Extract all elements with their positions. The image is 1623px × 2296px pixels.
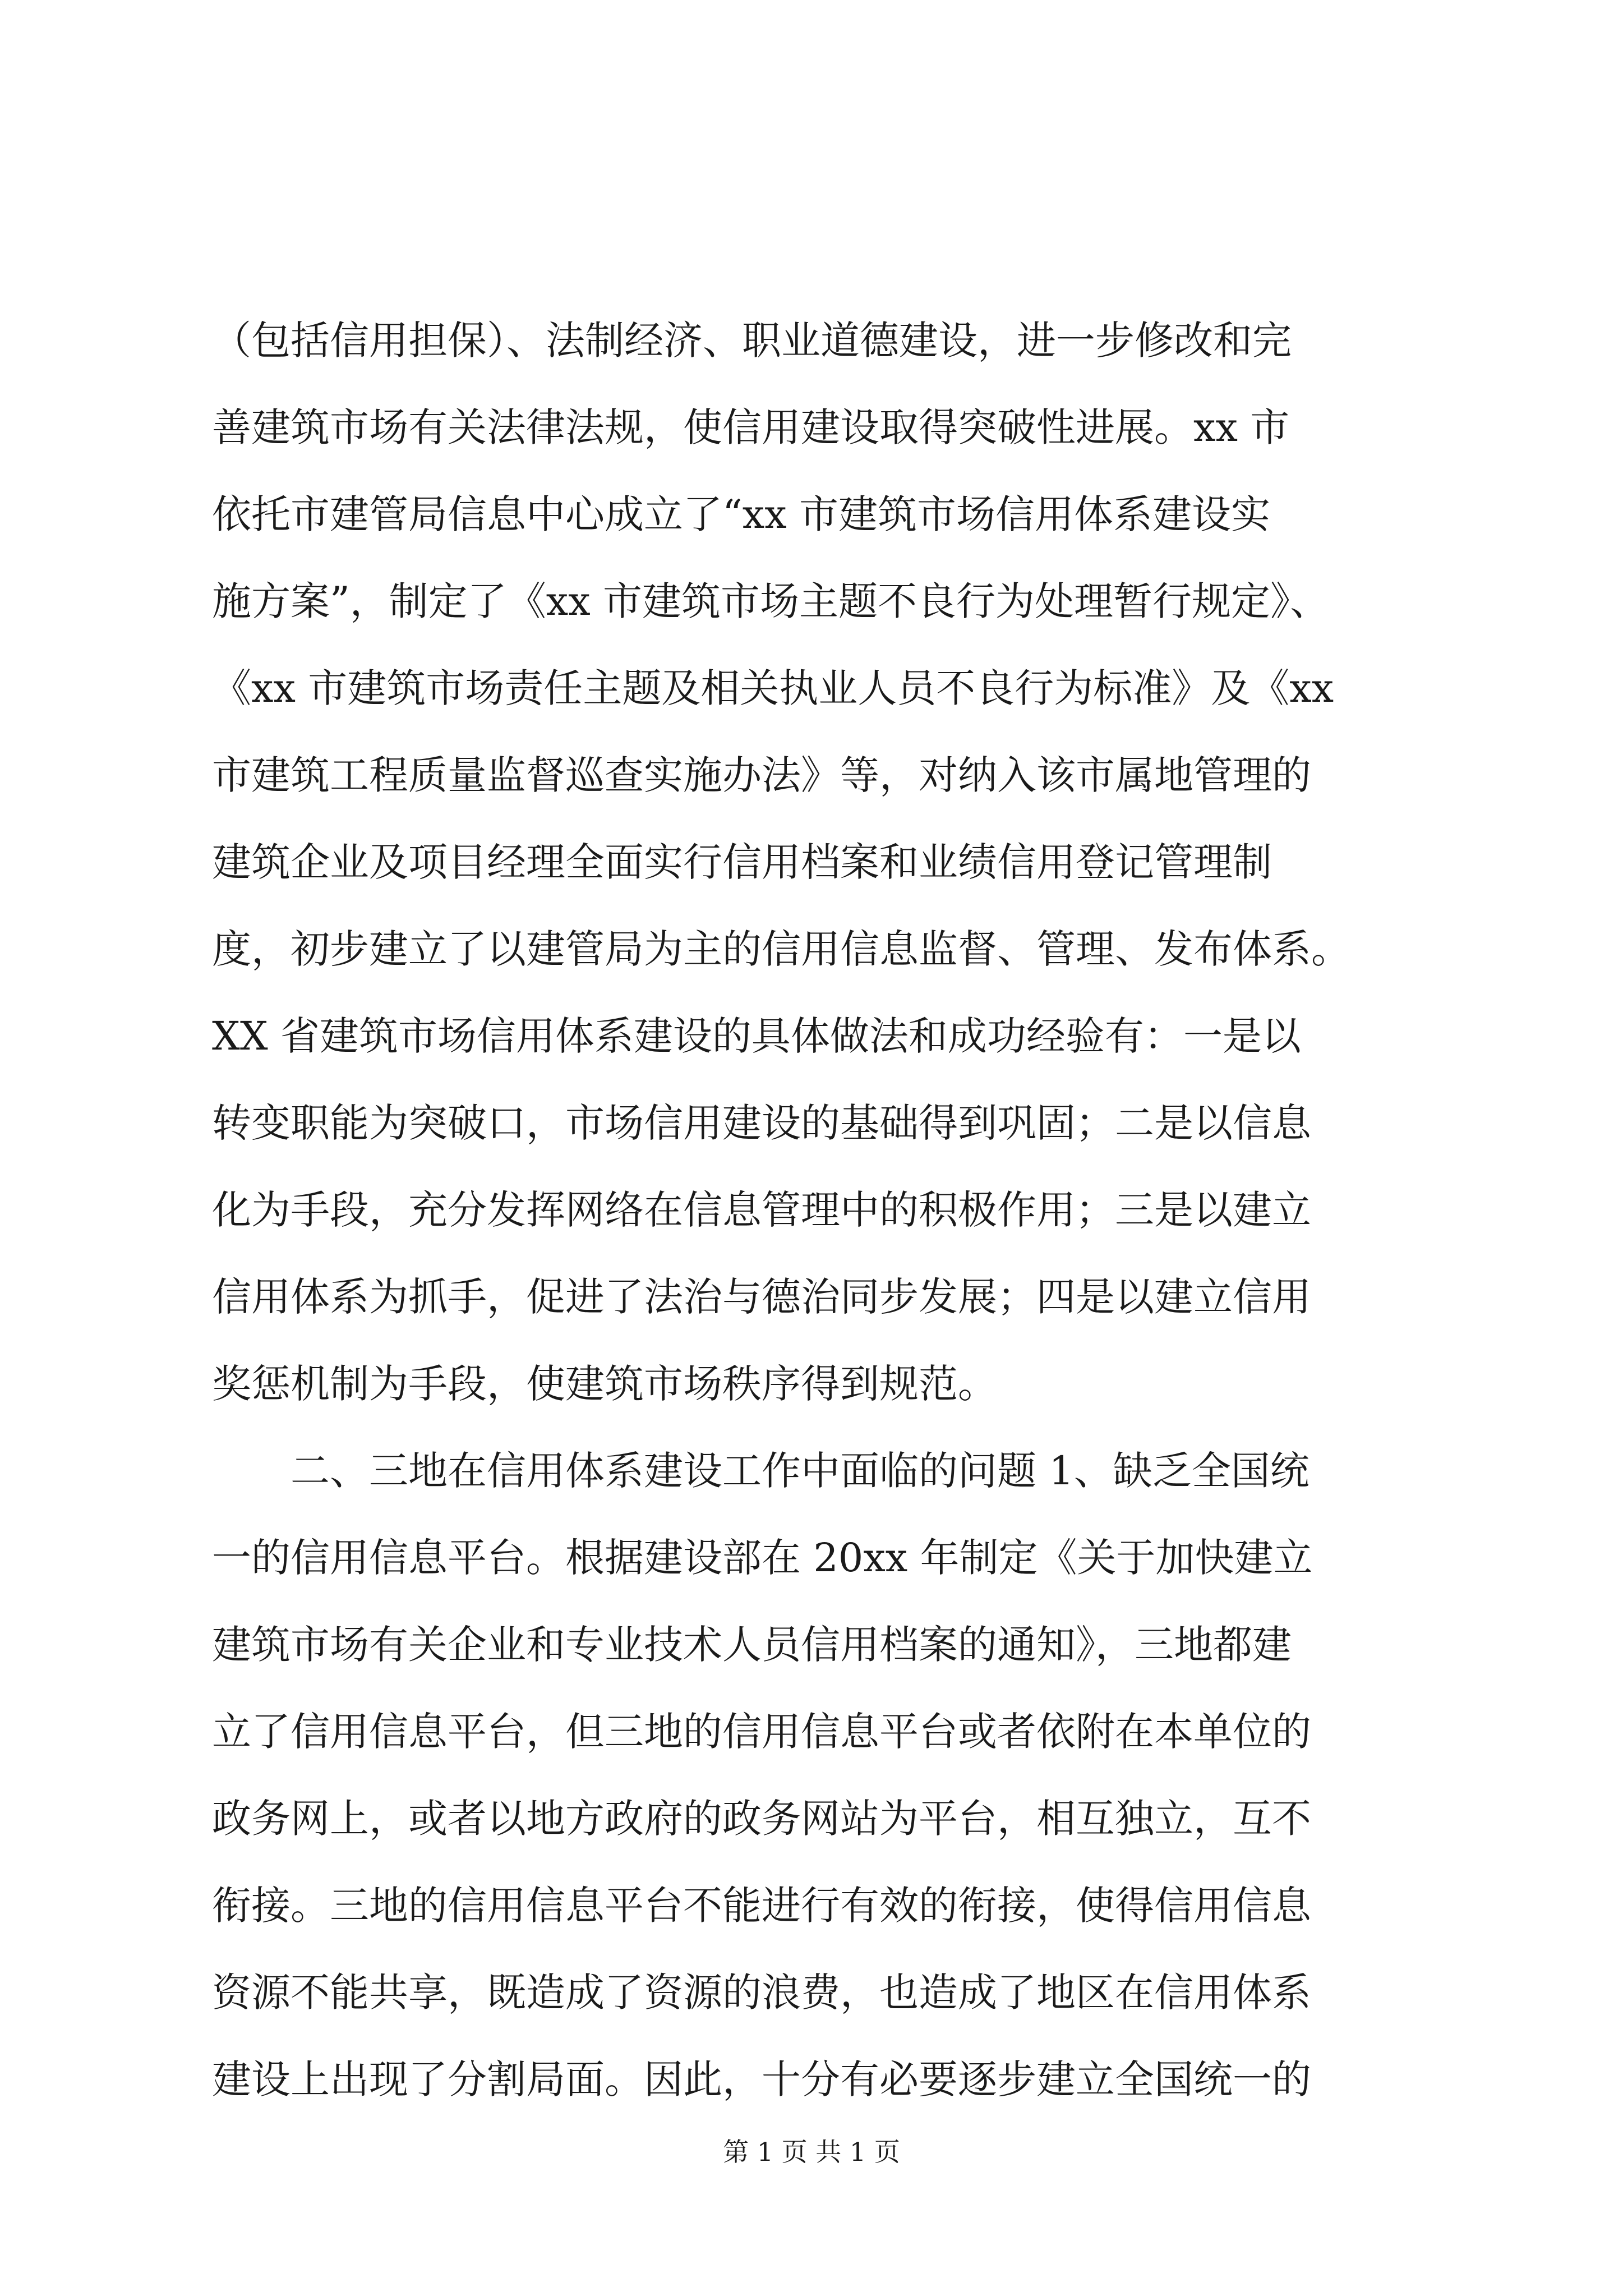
text-line: 《xx 市建筑市场责任主题及相关执业人员不良行为标准》及《xx bbox=[212, 665, 1334, 711]
text-line: 奖惩机制为手段，使建筑市场秩序得到规范。 bbox=[212, 1361, 997, 1407]
text-line: 转变职能为突破口，市场信用建设的基础得到巩固；二是以信息 bbox=[212, 1100, 1311, 1146]
text-line: 施方案”，制定了《xx 市建筑市场主题不良行为处理暂行规定》、 bbox=[212, 578, 1329, 624]
text-line: 建设上出现了分割局面。因此，十分有必要逐步建立全国统一的 bbox=[212, 2056, 1311, 2102]
text-line: 二、三地在信用体系建设工作中面临的问题 1、缺乏全国统 bbox=[291, 1448, 1310, 1494]
text-line: 衔接。三地的信用信息平台不能进行有效的衔接，使得信用信息 bbox=[212, 1883, 1311, 1929]
text-line: 善建筑市场有关法律法规，使信用建设取得突破性进展。xx 市 bbox=[212, 404, 1290, 450]
text-line: 依托市建管局信息中心成立了“xx 市建筑市场信用体系建设实 bbox=[212, 491, 1270, 537]
text-line: 建筑市场有关企业和专业技术人员信用档案的通知》，三地都建 bbox=[212, 1622, 1292, 1668]
text-line: 资源不能共享，既造成了资源的浪费，也造成了地区在信用体系 bbox=[212, 1970, 1311, 2016]
text-line: 政务网上，或者以地方政府的政务网站为平台，相互独立，互不 bbox=[212, 1796, 1311, 1842]
text-line: 建筑企业及项目经理全面实行信用档案和业绩信用登记管理制 bbox=[212, 839, 1272, 885]
text-line: 立了信用信息平台，但三地的信用信息平台或者依附在本单位的 bbox=[212, 1709, 1311, 1755]
text-line: 市建筑工程质量监督巡查实施办法》等，对纳入该市属地管理的 bbox=[212, 752, 1311, 798]
text-line: 信用体系为抓手，促进了法治与德治同步发展；四是以建立信用 bbox=[212, 1274, 1311, 1320]
text-line: 化为手段，充分发挥网络在信息管理中的积极作用；三是以建立 bbox=[212, 1187, 1311, 1233]
body-text bbox=[212, 297, 1435, 2123]
text-line: （包括信用担保）、法制经济、职业道德建设，进一步修改和完 bbox=[212, 318, 1292, 364]
page-footer: 第 1 页 共 1 页 bbox=[723, 2137, 900, 2167]
text-line: 度，初步建立了以建管局为主的信用信息监督、管理、发布体系。 bbox=[212, 926, 1350, 972]
text-line: XX 省建筑市场信用体系建设的具体做法和成功经验有：一是以 bbox=[212, 1013, 1301, 1059]
text-line: 一的信用信息平台。根据建设部在 20xx 年制定《关于加快建立 bbox=[212, 1535, 1313, 1581]
